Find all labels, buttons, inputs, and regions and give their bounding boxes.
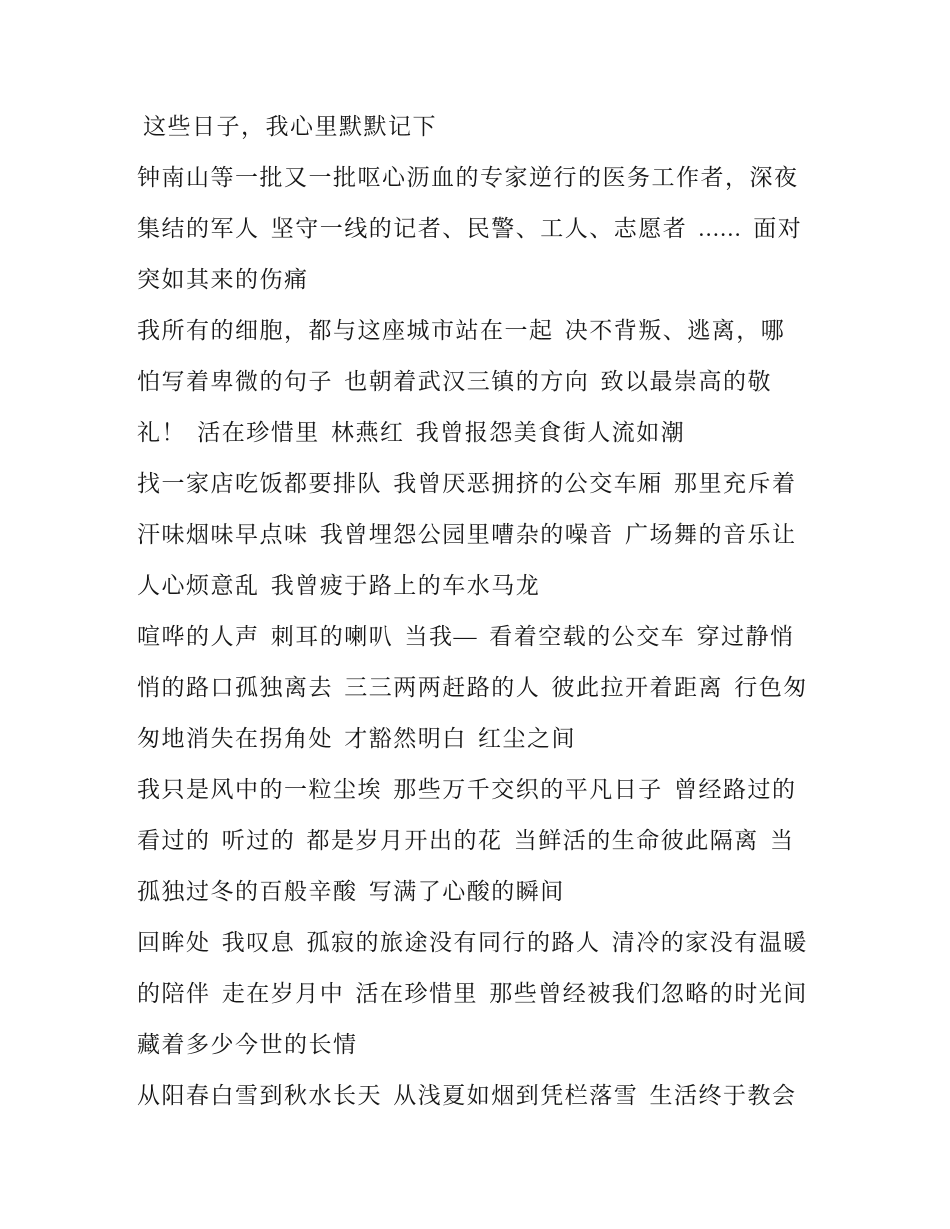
paragraph bbox=[137, 1070, 920, 1121]
text-line: 喧哗的人声 刺耳的喇叭 当我— 看着空载的公交车 穿过静悄 bbox=[137, 624, 795, 649]
text-line: 钟南山等一批又一批呕心沥血的专家逆行的医务工作者，深夜 bbox=[137, 165, 799, 190]
text-line: 匆地消失在拐角处 才豁然明白 红尘之间 bbox=[137, 726, 576, 751]
text-line: 孤独过冬的百般辛酸 写满了心酸的瞬间 bbox=[137, 879, 565, 904]
text-line: 的陪伴 走在岁月中 活在珍惜里 那些曾经被我们忽略的时光间 bbox=[137, 981, 808, 1006]
text-line: 找一家店吃饭都要排队 我曾厌恶拥挤的公交车厢 那里充斥着 bbox=[137, 471, 797, 496]
text-line: 怕写着卑微的句子 也朝着武汉三镇的方向 致以最崇高的敬 bbox=[137, 369, 772, 394]
text-line: 看过的 听过的 都是岁月开出的花 当鲜活的生命彼此隔离 当 bbox=[137, 828, 795, 853]
paragraph bbox=[137, 101, 920, 152]
text-line: 从阳春白雪到秋水长天 从浅夏如烟到凭栏落雪 生活终于教会 bbox=[137, 1083, 797, 1108]
text-line: 集结的军人 坚守一线的记者、民警、工人、志愿者 ...... 面对 bbox=[137, 216, 803, 241]
text-line: 我只是风中的一粒尘埃 那些万千交织的平凡日子 曾经路过的 bbox=[137, 777, 797, 802]
paragraph bbox=[137, 764, 920, 917]
paragraph bbox=[137, 917, 920, 1070]
text-line: 悄的路口孤独离去 三三两两赶路的人 彼此拉开着距离 行色匆 bbox=[137, 675, 808, 700]
text-line: 藏着多少今世的长情 bbox=[137, 1032, 358, 1057]
paragraph bbox=[137, 611, 920, 764]
text-line: 我所有的细胞，都与这座城市站在一起 决不背叛、逃离，哪 bbox=[137, 318, 786, 343]
text-line: 人心烦意乱 我曾疲于路上的车水马龙 bbox=[137, 573, 541, 598]
paragraph bbox=[137, 305, 920, 458]
text-line: 突如其来的伤痛 bbox=[137, 267, 309, 292]
text-line: 这些日子，我心里默默记下 bbox=[143, 114, 437, 139]
text-line: 汗味烟味早点味 我曾埋怨公园里嘈杂的噪音 广场舞的音乐让 bbox=[137, 522, 797, 547]
text-line: 回眸处 我叹息 孤寂的旅途没有同行的路人 清冷的家没有温暖 bbox=[137, 930, 808, 955]
text-line: 礼！ 活在珍惜里 林燕红 我曾报怨美食街人流如潮 bbox=[137, 420, 686, 445]
paragraph bbox=[137, 152, 920, 305]
paragraph bbox=[137, 458, 920, 611]
